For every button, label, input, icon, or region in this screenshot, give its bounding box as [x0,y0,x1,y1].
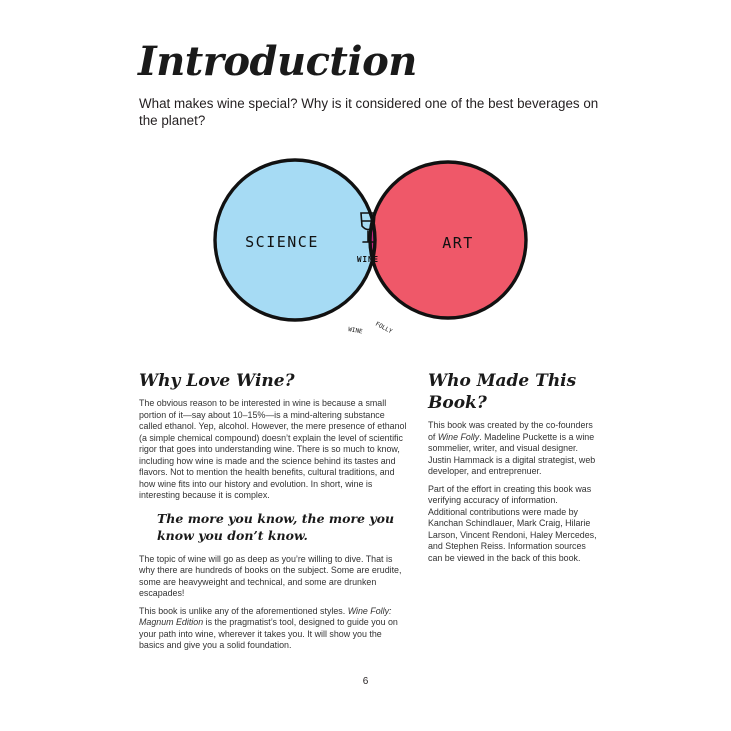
science-label: SCIENCE [245,233,319,251]
who-paragraph-2: Part of the effort in creating this book was verifying accuracy of information. Additional contributions were made by Kanchan Schindlauer, Mark Craig, Hilarie Larson, Vincent Rendoni, Haley Mercedes, and Stephen Reiss. Information sources can be viewed in the back of this book. [428,483,597,563]
why-paragraph-3-text-b: is the pragmatist’s tool, designed to guide you on your path into wine, wherever it takes you. It will show you the basics and give you a solid foundation. [139,617,398,650]
why-love-wine-section [139,370,409,658]
signature-folly: FOLLY [374,320,394,336]
why-paragraph-2: The topic of wine will go as deep as you’re willing to dive. That is why there are hundreds of books on the subject. Some are erudite, some are heavyweight and technical, and some are drunken escapades! [139,553,402,598]
page-title: Introduction [138,38,417,85]
why-paragraph-3-text-a: This book is unlike any of the aforementioned styles. [139,605,348,616]
who-paragraph-1-text-a: This book was created by the co-founders of [428,420,593,442]
signature-wine: WINE [347,326,364,336]
who-made-this-book-heading: Who Made This Book? [428,371,577,413]
intro-text: What makes wine special? Why is it considered one of the best beverages on the planet? [139,96,599,128]
why-paragraph-1: The obvious reason to be interested in wine is because a small portion of it—say about 10–15%—is a mind-altering substance called ethanol. Yep, alcohol. However, the mere presence of ethanol (a simple chemical compound) doesn’t explain the level of scientific rigor that goes into understanding wine. There is so much to know, including how wine is made and the science behind its tastes and flavors. Not to mention the health benefits, cultural traditions, and how wine fits into our history and evolution. In short, wine is interesting because it is complex. [139,398,407,500]
brand-emphasis: Wine Folly [437,431,480,442]
why-love-wine-heading: Why Love Wine? [139,371,295,391]
who-paragraph-1-text-b: . Madeline Puckette is a wine sommelier, writer, and visual designer. Justin Hammack is a digital strategist, web developer, and entreprenuer. [428,431,596,476]
venn-diagram [200,140,540,340]
art-label: ART [442,234,474,252]
who-made-this-book-section [428,370,598,570]
who-paragraph-1 [428,420,598,478]
wine-label: WINE [356,255,380,264]
pull-quote: The more you know, the more you know you don’t know. [157,510,395,543]
page-number: 6 [362,676,369,687]
book-title-emphasis: Wine Folly: Magnum Edition [139,605,392,627]
why-paragraph-3 [139,606,409,652]
